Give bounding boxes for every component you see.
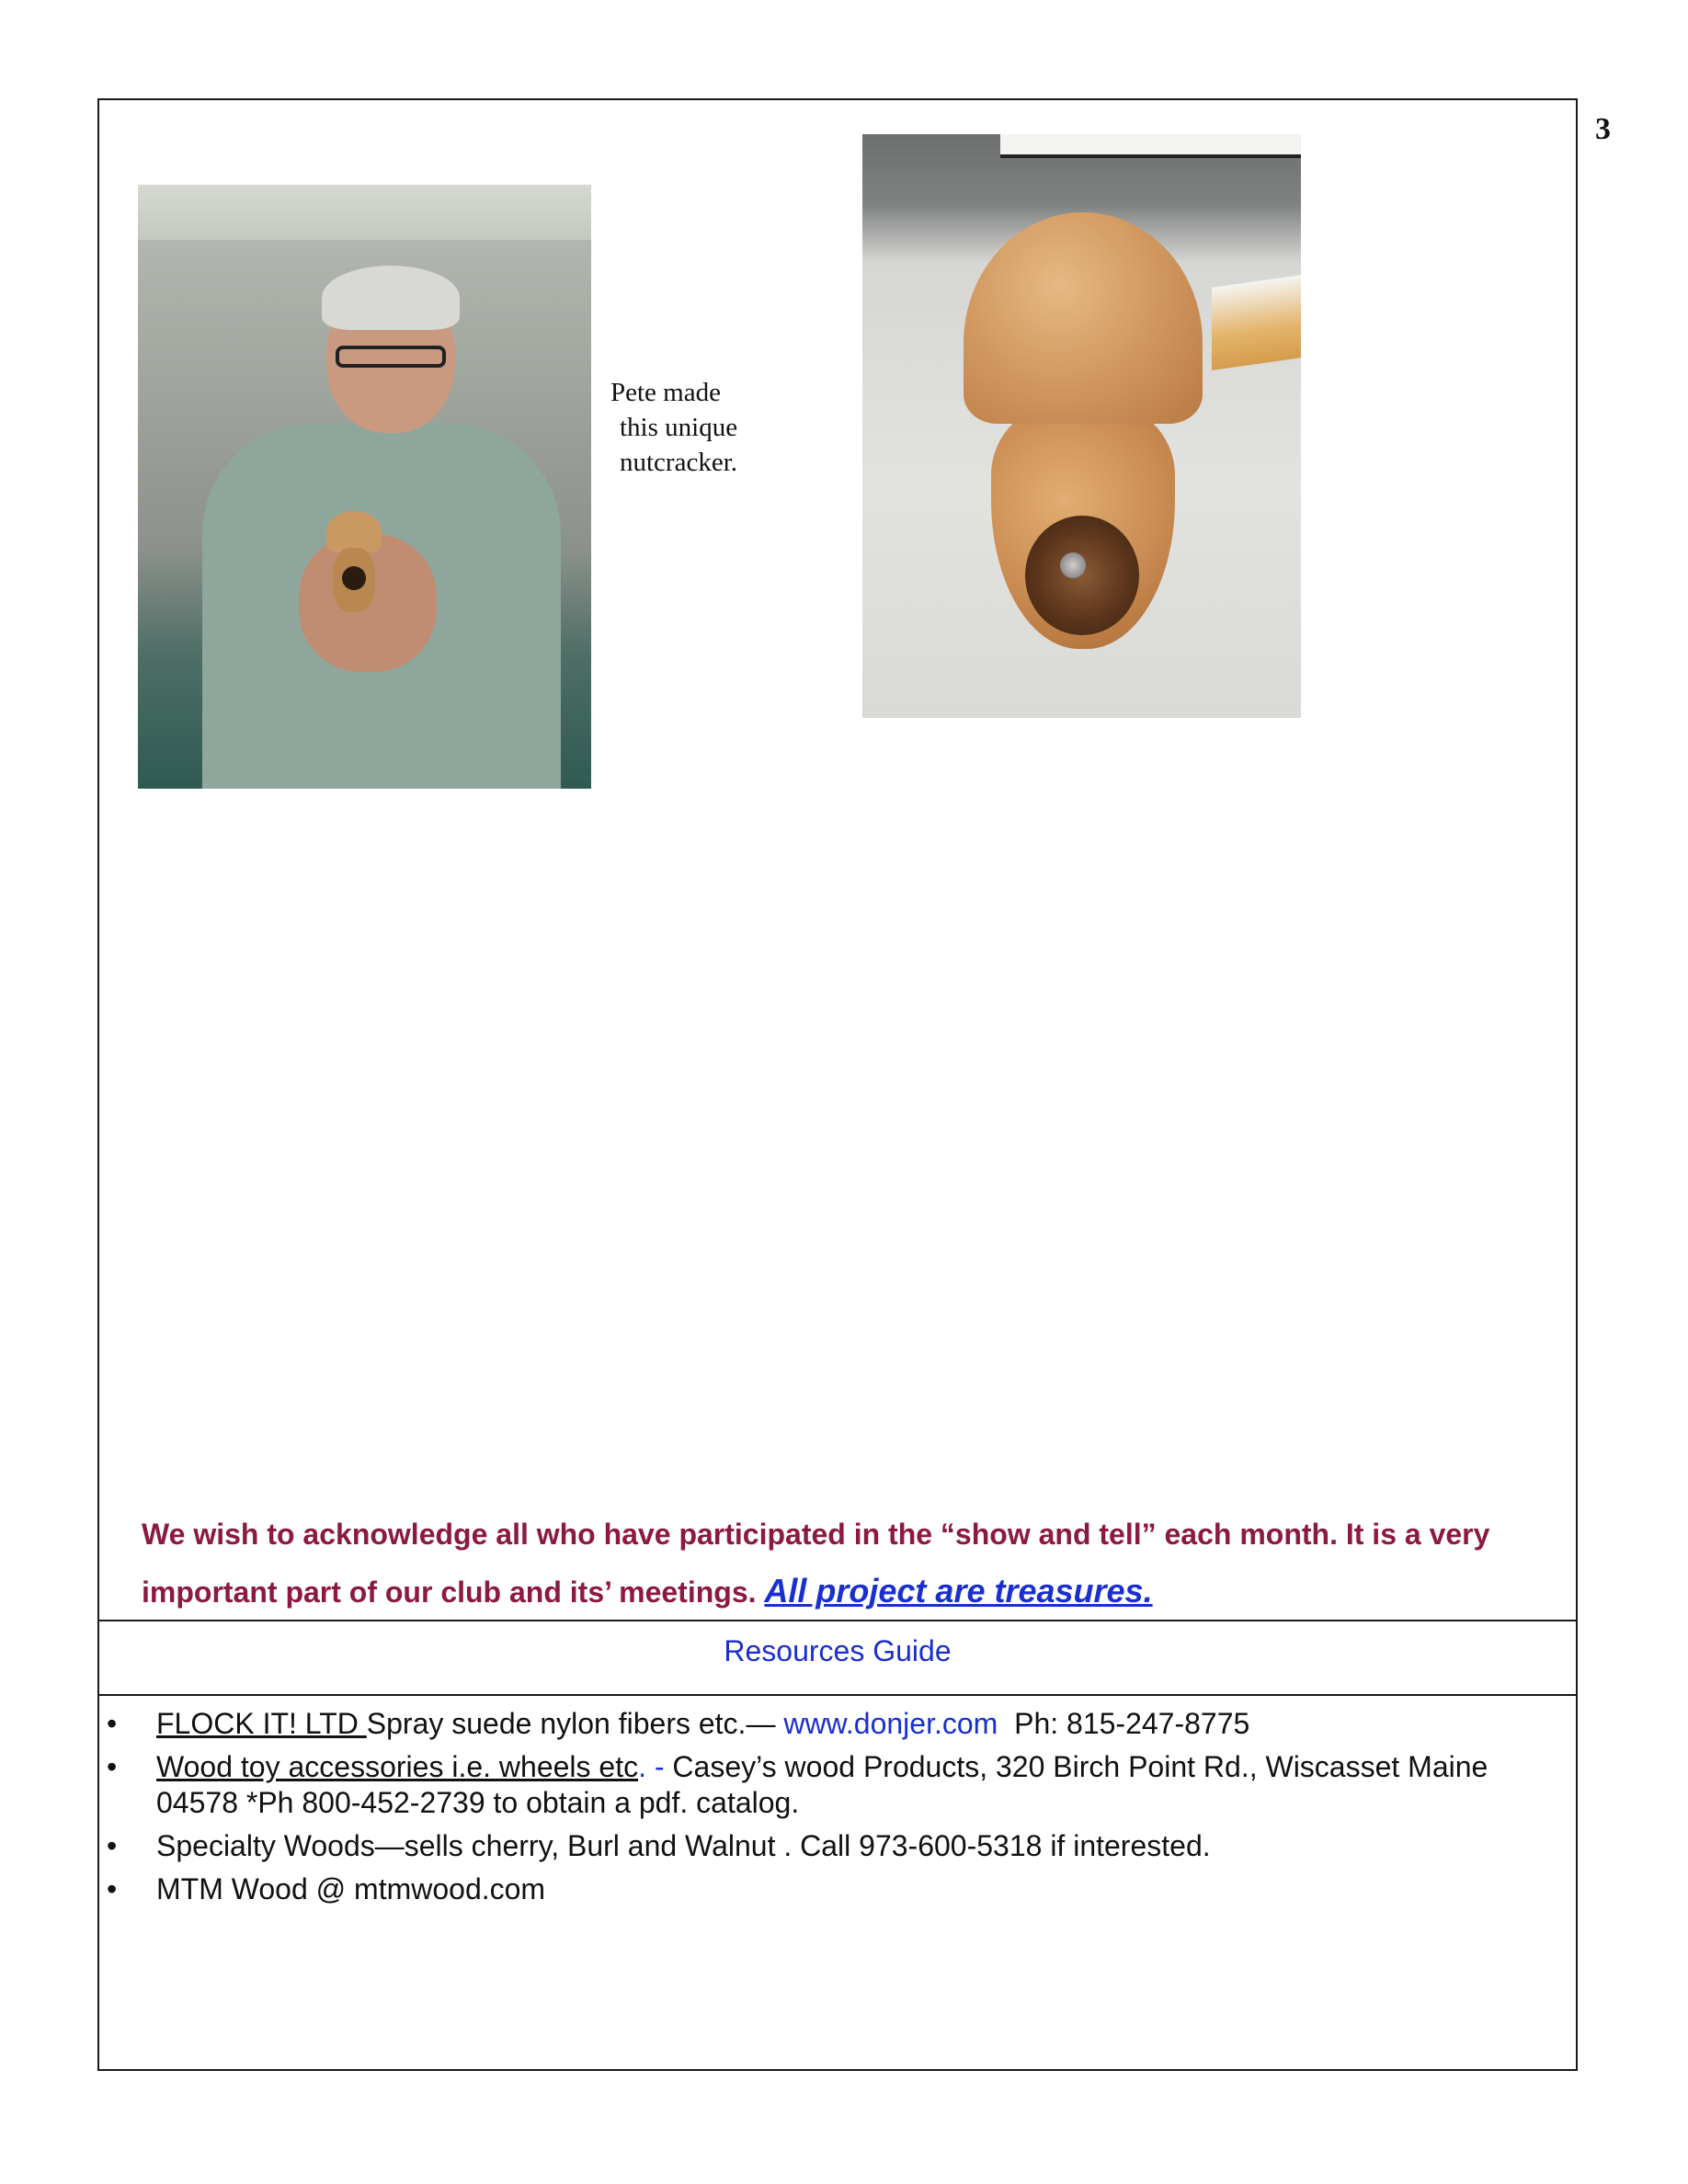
caption-line: this unique [620,413,738,442]
acknowledgement-paragraph [142,1506,1557,1621]
resource-text: Specialty Woods—sells cherry, Burl and Walnut . Call 973-600-5318 if interested. [156,1829,1211,1862]
resource-text: MTM Wood @ mtmwood.com [156,1872,546,1905]
bullet-icon: • [107,1829,118,1862]
resource-separator: . - [638,1750,673,1783]
page-number: 3 [1595,112,1611,146]
resources-list [107,1706,1541,1915]
pete-holding-nutcracker-photo [138,185,591,789]
list-item [107,1871,1541,1907]
photo-caption [610,375,794,480]
acknowledgement-text: We wish to acknowledge all who have participated in the “show and tell” each month. It is a very important part of our club and its’ meetings. [142,1518,1490,1609]
nutcracker-closeup-photo [862,134,1301,718]
caption-line: nutcracker. [620,448,738,477]
bullet-icon: • [107,1872,118,1905]
list-item [107,1828,1541,1864]
resource-name: Wood toy accessories i.e. wheels etc [156,1750,639,1783]
bullet-icon: • [107,1750,118,1783]
resource-phone: Ph: 815-247-8775 [998,1707,1250,1740]
treasures-highlight: All project are treasures. [764,1572,1153,1610]
bullet-icon: • [107,1707,118,1740]
donjer-link[interactable]: www.donjer.com [783,1707,998,1740]
resource-desc: Casey’s wood Products, 320 Birch Point Rd., Wiscasset Maine 04578 *Ph 800-452-2739 to obtain a pdf. catalog. [156,1750,1488,1819]
resource-desc: Spray suede nylon fibers etc.— [366,1707,784,1740]
section-divider [97,1620,1578,1621]
list-item [107,1706,1541,1742]
list-item [107,1749,1541,1821]
caption-line: Pete made [610,378,721,407]
section-divider [97,1694,1578,1696]
resource-name: FLOCK IT! LTD [156,1707,367,1740]
resources-guide-heading: Resources Guide [724,1634,952,1667]
